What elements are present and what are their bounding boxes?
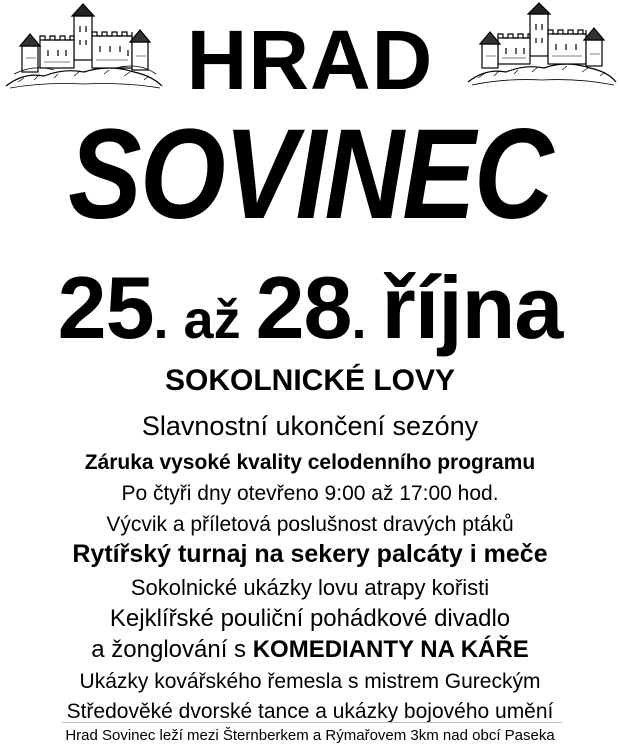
line-open-hours: Po čtyři dny otevřeno 9:00 až 17:00 hod. [121, 482, 499, 505]
event-dates [0, 258, 620, 358]
title-hrad: HRAD [186, 13, 434, 107]
line-juggling-prefix: a žonglování s [91, 636, 253, 663]
line-season-end: Slavnostní ukončení sezóny [141, 411, 479, 441]
date-separator-until: . až [153, 290, 256, 350]
date-start-day: 25 [57, 258, 154, 357]
line-quality: Záruka vysoké kvality celodenního programu [84, 451, 536, 474]
line-falconry-training: Výcvik a příletová poslušnost dravých ptáků [106, 513, 514, 536]
line-blacksmith: Ukázky kovářského řemesla s mistrem Gureckým [79, 670, 541, 693]
line-juggling [0, 635, 620, 665]
date-separator: . [351, 290, 382, 350]
headline-falconry-hunts: SOKOLNICKÉ LOVY [164, 364, 456, 397]
date-month: října [381, 258, 563, 357]
line-knight-tournament: Rytířský turnaj na sekery palcáty i meče [72, 540, 548, 568]
title-sovinec: SOVINEC [68, 103, 552, 246]
line-street-theatre: Kejklířské pouliční pohádkové divadlo [109, 605, 511, 632]
footer-location: Hrad Sovinec leží mezi Šternberkem a Rýmařovem 3km nad obcí Paseka [65, 727, 555, 744]
line-court-dances: Středověké dvorské tance a ukázky bojového umění [66, 700, 554, 723]
footer-divider [62, 722, 562, 723]
date-end-day: 28 [255, 258, 352, 357]
line-hunting-demo: Sokolnické ukázky lovu atrapy kořisti [130, 575, 490, 600]
line-juggling-comedians: KOMEDIANTY NA KÁŘE [252, 636, 529, 663]
